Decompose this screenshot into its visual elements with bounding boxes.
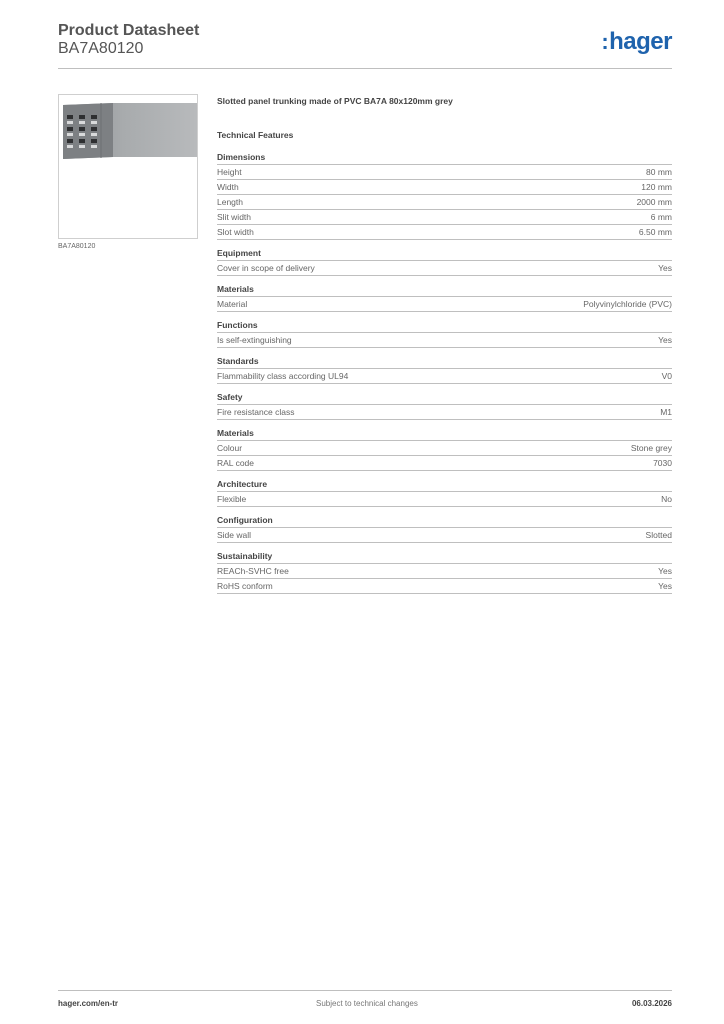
- feature-value: Yes: [658, 566, 672, 576]
- feature-group: [217, 319, 672, 348]
- feature-value: 120 mm: [641, 182, 672, 192]
- feature-group: [217, 247, 672, 276]
- feature-label: Material: [217, 299, 248, 309]
- feature-row: [217, 165, 672, 180]
- header-divider: [58, 68, 672, 69]
- feature-row: [217, 297, 672, 312]
- feature-label: Is self-extinguishing: [217, 335, 292, 345]
- feature-label: Cover in scope of delivery: [217, 263, 315, 273]
- logo-colon-icon: :: [601, 29, 609, 54]
- feature-row: [217, 492, 672, 507]
- feature-value: 2000 mm: [636, 197, 672, 207]
- logo-text: hager: [609, 28, 672, 55]
- group-title: Standards: [217, 355, 672, 369]
- feature-label: Width: [217, 182, 239, 192]
- feature-value: No: [661, 494, 672, 504]
- feature-label: REACh-SVHC free: [217, 566, 289, 576]
- trunking-illustration-icon: [59, 95, 197, 238]
- feature-row: [217, 225, 672, 240]
- feature-value: M1: [660, 407, 672, 417]
- feature-value: Polyvinylchloride (PVC): [583, 299, 672, 309]
- feature-value: Yes: [658, 581, 672, 591]
- document-title: Product Datasheet: [58, 22, 200, 39]
- feature-label: RoHS conform: [217, 581, 273, 591]
- feature-row: [217, 369, 672, 384]
- feature-label: Flexible: [217, 494, 247, 504]
- feature-row: [217, 261, 672, 276]
- feature-value: V0: [661, 371, 672, 381]
- feature-value: 80 mm: [646, 167, 672, 177]
- feature-label: Colour: [217, 443, 243, 453]
- group-title: Architecture: [217, 478, 672, 492]
- technical-features-heading: Technical Features: [217, 130, 294, 140]
- product-title: Slotted panel trunking made of PVC BA7A 80x120mm grey: [217, 96, 453, 106]
- feature-label: Flammability class according UL94: [217, 371, 349, 381]
- feature-group: [217, 550, 672, 594]
- feature-label: Side wall: [217, 530, 252, 540]
- feature-group: [217, 283, 672, 312]
- feature-label: Slot width: [217, 227, 254, 237]
- feature-row: [217, 210, 672, 225]
- group-title: Sustainability: [217, 550, 672, 564]
- feature-row: [217, 441, 672, 456]
- hager-logo: [601, 28, 672, 56]
- feature-group: [217, 391, 672, 420]
- group-title: Configuration: [217, 514, 672, 528]
- feature-value: Yes: [658, 263, 672, 273]
- feature-row: [217, 528, 672, 543]
- footer-notice: Subject to technical changes: [316, 999, 418, 1008]
- group-title: Safety: [217, 391, 672, 405]
- feature-label: Fire resistance class: [217, 407, 295, 417]
- feature-groups: [217, 151, 672, 594]
- feature-value: Yes: [658, 335, 672, 345]
- footer-divider: [58, 990, 672, 991]
- footer-date: 06.03.2026: [631, 999, 672, 1008]
- feature-group: [217, 478, 672, 507]
- datasheet-content: [217, 95, 672, 601]
- feature-value: Stone grey: [630, 443, 672, 453]
- page-header: [58, 20, 672, 70]
- feature-row: [217, 564, 672, 579]
- feature-row: [217, 333, 672, 348]
- feature-label: Length: [217, 197, 243, 207]
- feature-row: [217, 195, 672, 210]
- group-title: Equipment: [217, 247, 672, 261]
- group-title: Functions: [217, 319, 672, 333]
- feature-label: Slit width: [217, 212, 252, 222]
- feature-label: Height: [217, 167, 242, 177]
- feature-value: 7030: [653, 458, 672, 468]
- feature-value: 6 mm: [650, 212, 672, 222]
- feature-group: [217, 514, 672, 543]
- product-image: [58, 94, 198, 239]
- feature-group: [217, 355, 672, 384]
- group-title: Materials: [217, 283, 672, 297]
- footer-website[interactable]: hager.com/en-tr: [58, 999, 119, 1008]
- feature-value: 6.50 mm: [638, 227, 672, 237]
- feature-value: Slotted: [645, 530, 672, 540]
- group-title: Dimensions: [217, 151, 672, 165]
- feature-group: [217, 151, 672, 240]
- feature-row: [217, 180, 672, 195]
- image-caption: BA7A80120: [58, 243, 96, 250]
- feature-row: [217, 456, 672, 471]
- feature-row: [217, 405, 672, 420]
- product-code: BA7A80120: [58, 40, 144, 57]
- feature-group: [217, 427, 672, 471]
- group-title: Materials: [217, 427, 672, 441]
- feature-label: RAL code: [217, 458, 255, 468]
- feature-row: [217, 579, 672, 594]
